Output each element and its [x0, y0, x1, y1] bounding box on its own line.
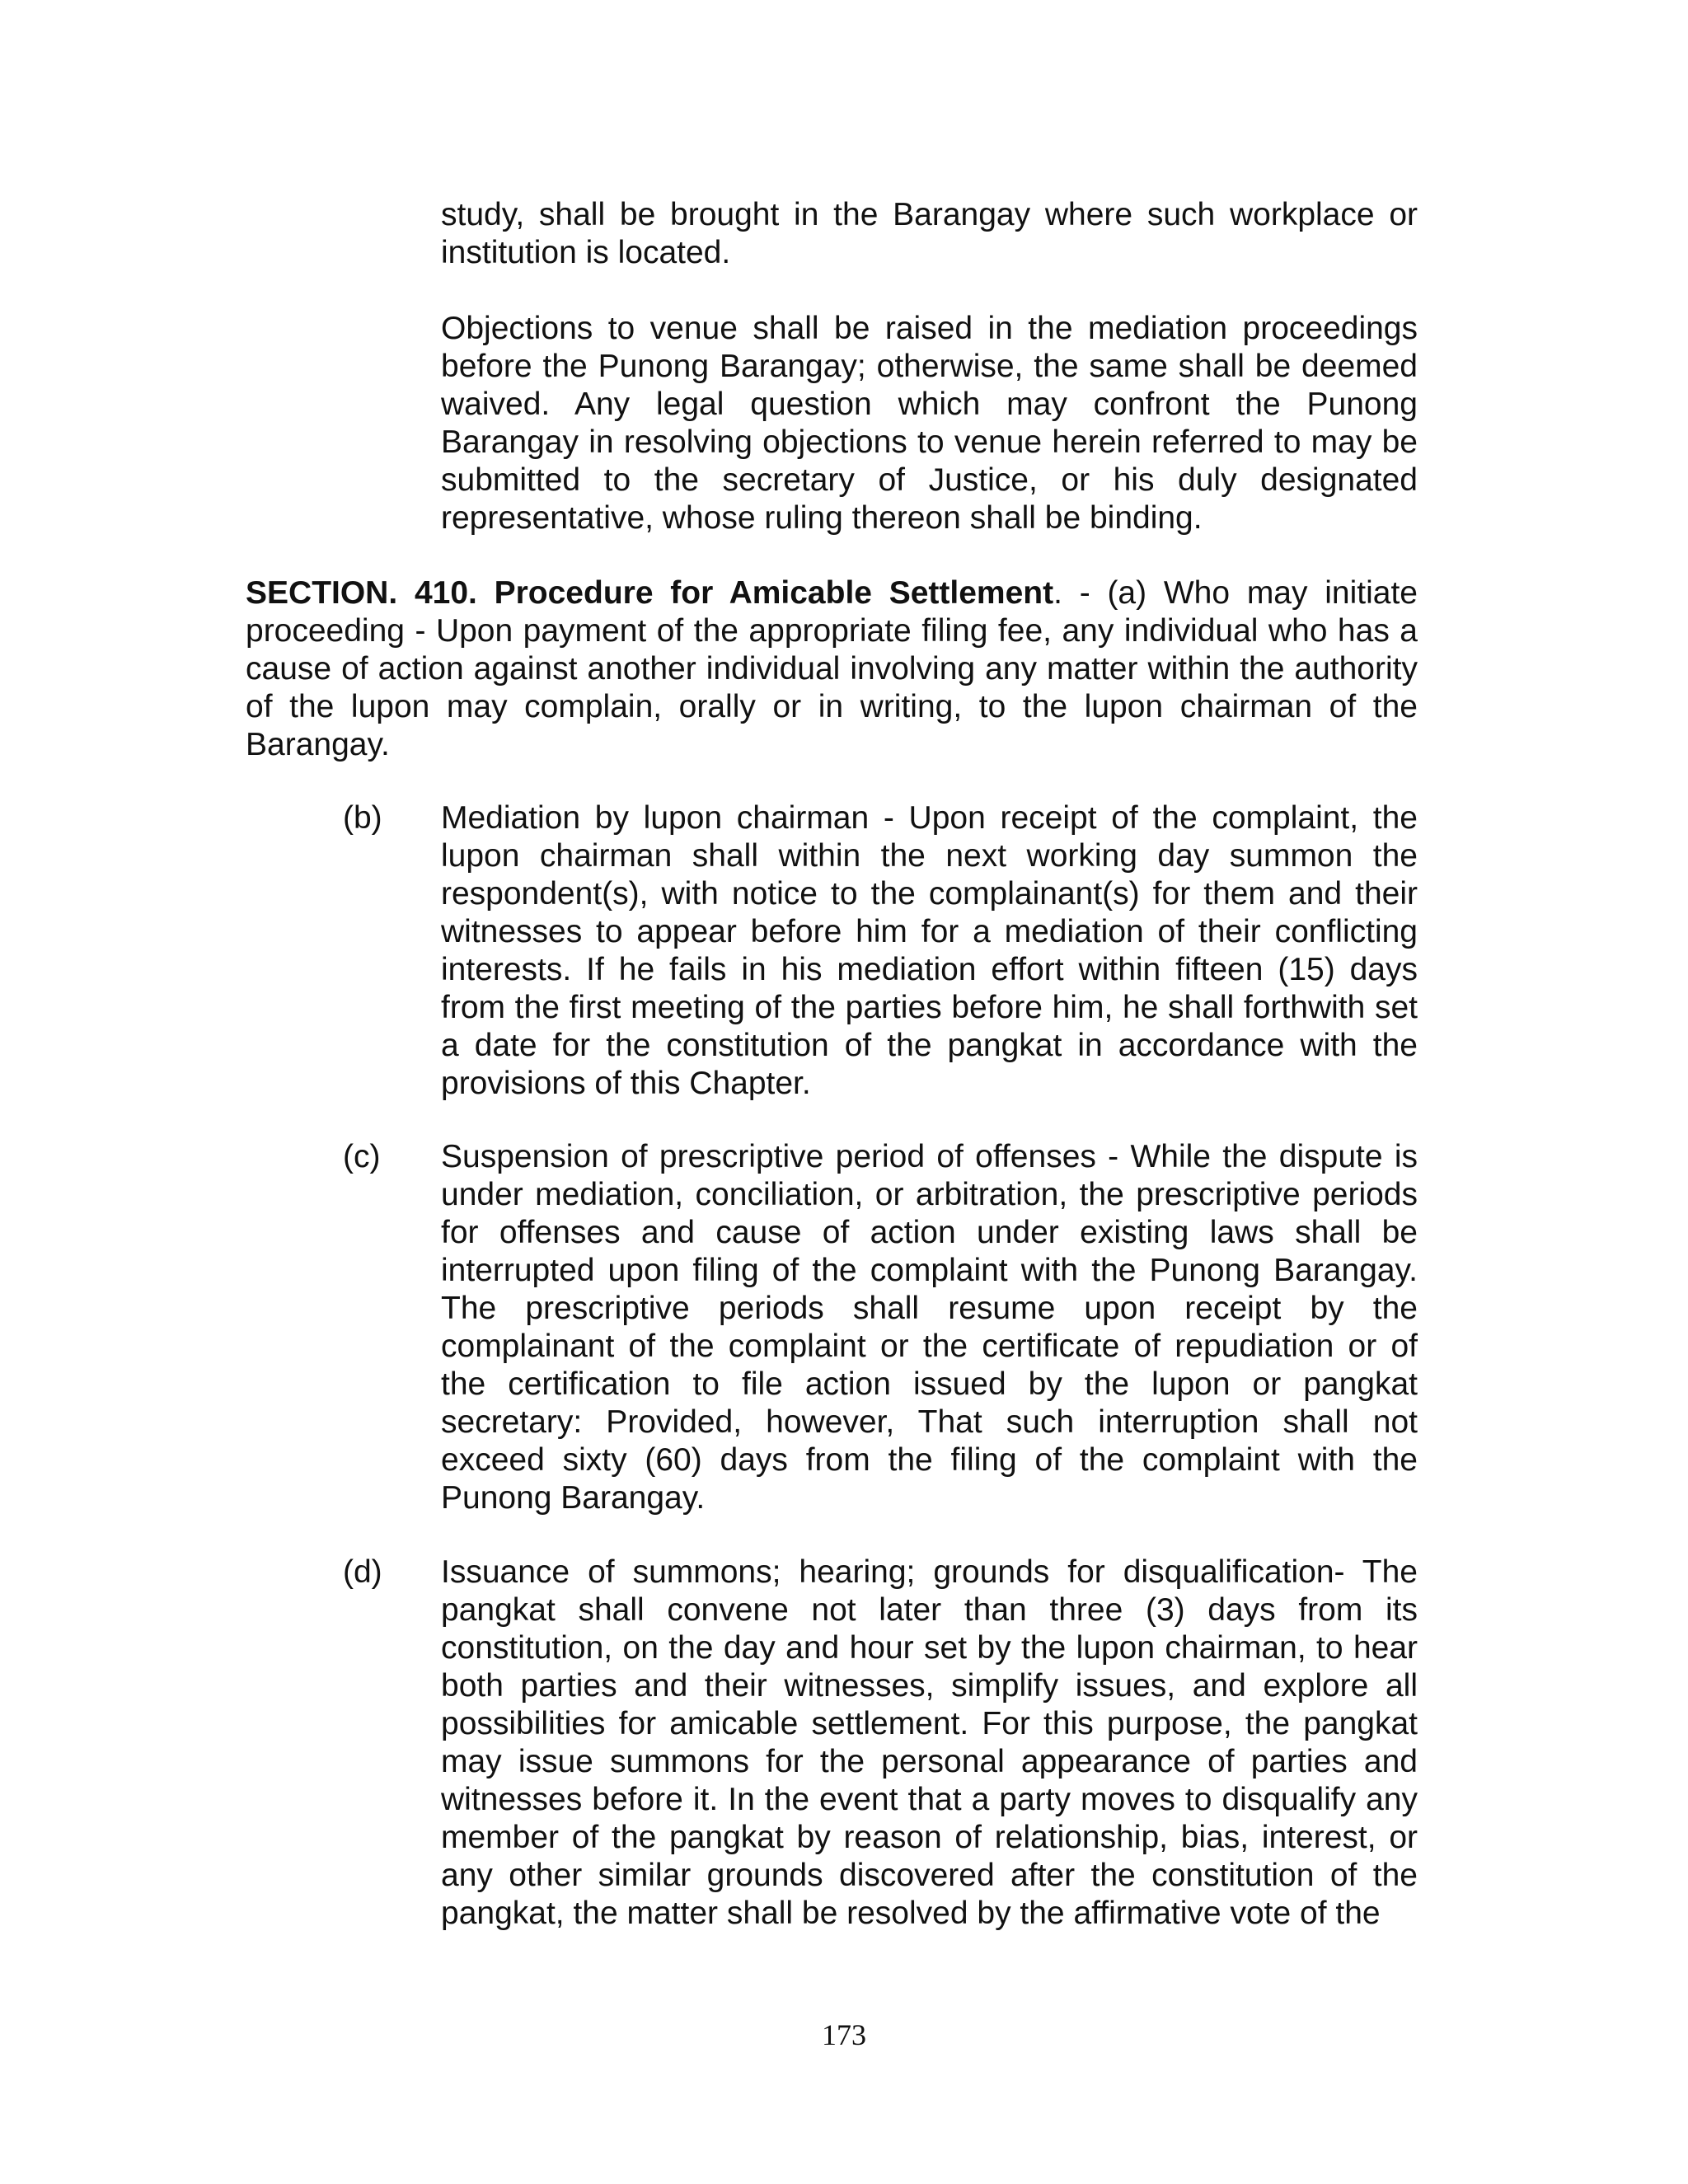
section-intro: . - (a) Who may initiate proceeding - Upon payment of the appropriate filing fee, any individual who has a cause of action against another individual involving any matter within the authority of the lupon may complain, orally or in writing, to the lupon chairman of the Barangay.	[246, 575, 1418, 762]
item-letter: (d)	[343, 1554, 382, 1590]
item-text: Issuance of summons; hearing; grounds for disqualification- The pangkat shall convene not later than three (3) days from its constitution, on the day and hour set by the lupon chairman, to hear both parties and their witnesses, simplify issues, and explore all possibilities for amicable settlement. For this purpose, the pangkat may issue summons for the personal appearance of parties and witnesses before it. In the event that a party moves to disqualify any member of the pangkat by reason of relationship, bias, interest, or any other similar grounds discovered after the constitution of the pangkat, the matter shall be resolved by the affirmative vote of the	[441, 1554, 1418, 1931]
item-letter: (c)	[343, 1139, 381, 1174]
page-number: 173	[822, 2018, 866, 2051]
section-heading: SECTION. 410. Procedure for Amicable Settlement	[246, 575, 1054, 611]
item-letter: (b)	[343, 800, 382, 836]
section-410	[246, 574, 1418, 764]
paragraph-venue-objections: Objections to venue shall be raised in the mediation proceedings before the Punong Barangay; otherwise, the same shall be deemed waived. Any legal question which may confront the Punong Barangay in resolving objections to venue herein referred to may be submitted to the secretary of Justice, or his duly designated representative, whose ruling thereon shall be binding.	[441, 311, 1418, 536]
item-text: Suspension of prescriptive period of offenses - While the dispute is under mediation, conciliation, or arbitration, the prescriptive periods for offenses and cause of action under existing laws shall be interrupted upon filing of the complaint with the Punong Barangay. The prescriptive periods shall resume upon receipt by the complainant of the complaint or the certificate of repudiation or of the certification to file action issued by the lupon or pangkat secretary: Provided, however, That such interruption shall not exceed sixty (60) days from the filing of the complaint with the Punong Barangay.	[441, 1139, 1418, 1516]
paragraph-venue-workplace: study, shall be brought in the Barangay where such workplace or institution is located.	[441, 197, 1418, 270]
item-text: Mediation by lupon chairman - Upon receipt of the complaint, the lupon chairman shall within the next working day summon the respondent(s), with notice to the complainant(s) for them and their witnesses to appear before him for a mediation of their conflicting interests. If he fails in his mediation effort within fifteen (15) days from the first meeting of the parties before him, he shall forthwith set a date for the constitution of the pangkat in accordance with the provisions of this Chapter.	[441, 800, 1418, 1101]
